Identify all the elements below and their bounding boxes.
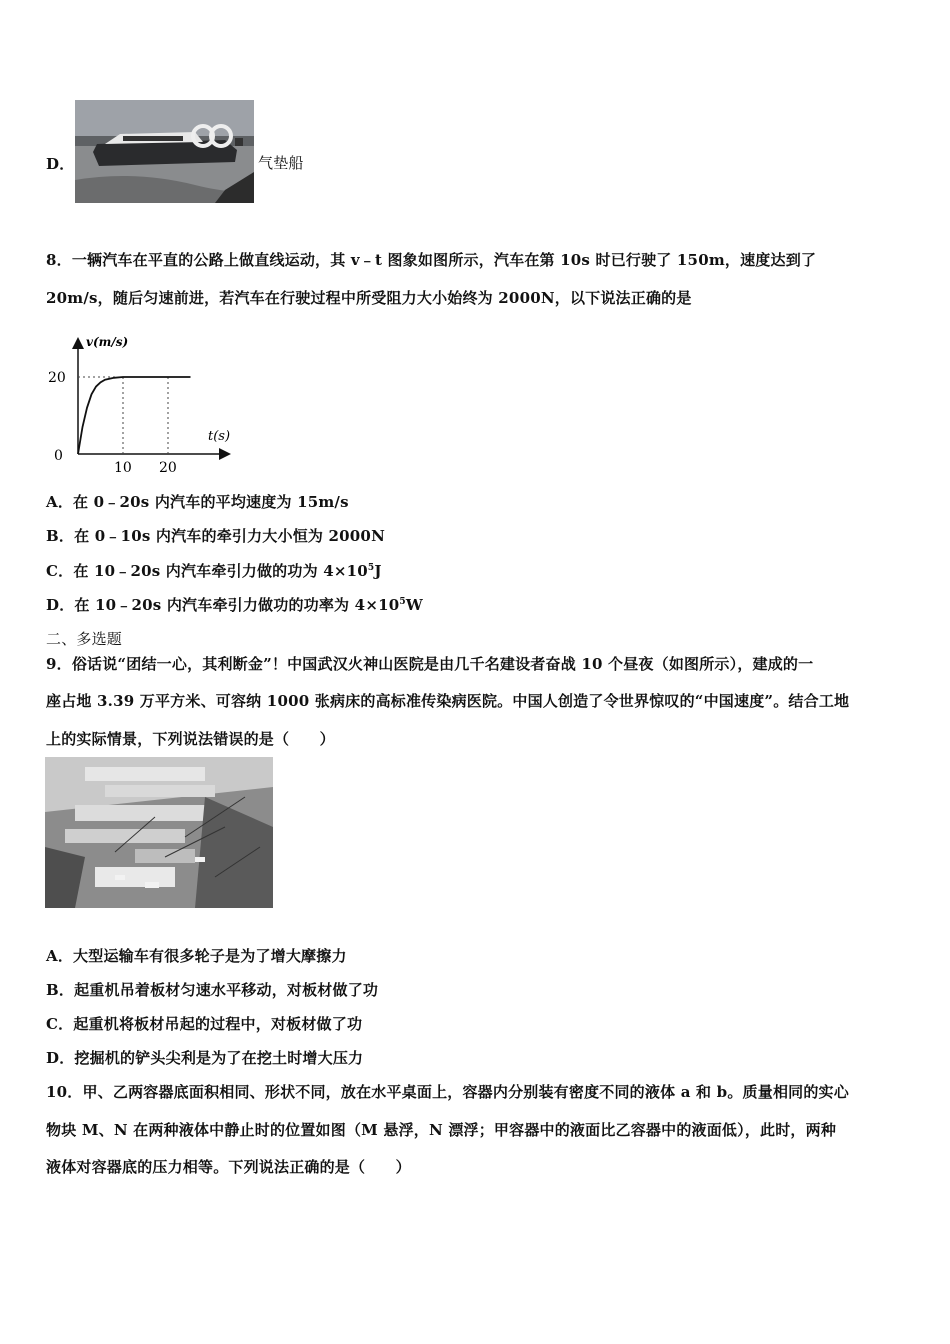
q8-option-d-unit: W	[405, 596, 423, 614]
vt-curve	[78, 377, 191, 454]
q9-stem-line1: 9．俗话说“团结一心，其利断金”！中国武汉火神山医院是由几千名建设者奋战 10 个昼夜（如图所示），建成的一	[46, 655, 814, 673]
x-tick-label-20: 20	[159, 460, 177, 476]
q8-stem-line2: 20m/s，随后匀速前进，若汽车在行驶过程中所受阻力大小始终为 2000N，以下说法正确的是	[46, 289, 692, 307]
q8-option-a	[46, 491, 349, 512]
q7-option-d-label: D．	[46, 155, 75, 173]
q9-option-d	[46, 1047, 363, 1068]
hovercraft-illustration	[75, 100, 254, 203]
q8-option-b	[46, 525, 385, 546]
vt-chart	[40, 330, 250, 480]
q8-option-d-label: D．	[46, 596, 75, 614]
q9-stem-line2: 座占地 3.39 万平方米、可容纳 1000 张病床的高标准传染病医院。中国人创造了令世界惊叹的“中国速度”。结合工地	[46, 692, 850, 710]
q10-stem-line3: 液体对容器底的压力相等。下列说法正确的是（ ）	[46, 1158, 411, 1176]
q9-option-b-label: B．	[46, 981, 75, 999]
q9-option-a	[46, 945, 347, 966]
q9-option-d-label: D．	[46, 1049, 75, 1067]
section-title: 二、多选题	[46, 630, 123, 648]
q8-option-a-text: 在 0﹣20s 内汽车的平均速度为 15m/s	[73, 493, 349, 511]
q7-option-d-caption: 气垫船	[258, 154, 304, 172]
q9-option-b-text: 起重机吊着板材匀速水平移动，对板材做了功	[74, 981, 379, 999]
q8-option-c-exponent: 5	[367, 563, 375, 573]
q9-option-c-label: C．	[46, 1015, 74, 1033]
q9-stem-line3: 上的实际情景，下列说法错误的是（ ）	[46, 730, 335, 748]
x-tick-label-10: 10	[114, 460, 132, 476]
q10-stem-line1: 10．甲、乙两容器底面积相同、形状不同，放在水平桌面上，容器内分别装有密度不同的液体 a 和 b。质量相同的实心	[46, 1083, 849, 1101]
construction-site-illustration	[45, 757, 273, 908]
q8-option-c	[46, 560, 382, 581]
q8-option-d-exponent: 5	[399, 597, 406, 607]
origin-label: 0	[54, 448, 63, 464]
q8-stem-line1: 8．一辆汽车在平直的公路上做直线运动，其 v﹣t 图象如图所示，汽车在第 10s 时已行驶了 150m，速度达到了	[46, 251, 817, 269]
q8-option-c-unit: J	[374, 562, 382, 580]
q9-option-a-label: A．	[46, 947, 74, 965]
q10-stem-line2: 物块 M、N 在两种液体中静止时的位置如图（M 悬浮，N 漂浮；甲容器中的液面比乙容器中的液面低），此时，两种	[46, 1121, 837, 1139]
construction-site-photo	[45, 757, 273, 908]
q8-option-b-label: B．	[46, 527, 75, 545]
q9-option-a-text: 大型运输车有很多轮子是为了增大摩擦力	[73, 947, 347, 965]
q9-option-c-text: 起重机将板材吊起的过程中，对板材做了功	[73, 1015, 363, 1033]
q8-option-a-label: A．	[46, 493, 74, 511]
x-axis-label: t(s)	[208, 429, 231, 444]
q8-option-d	[46, 594, 423, 615]
q8-option-d-text: 在 10﹣20s 内汽车牵引力做功的功率为 4×10	[74, 596, 400, 614]
q8-option-c-label: C．	[46, 562, 74, 580]
q9-option-b	[46, 979, 378, 1000]
q8-option-b-text: 在 0﹣10s 内汽车的牵引力大小恒为 2000N	[74, 527, 385, 545]
q8-option-c-text: 在 10﹣20s 内汽车牵引力做的功为 4×10	[73, 562, 368, 580]
q9-option-c	[46, 1013, 362, 1034]
hovercraft-photo	[75, 100, 254, 203]
q9-option-d-text: 挖掘机的铲头尖利是为了在挖土时增大压力	[74, 1049, 364, 1067]
y-tick-label-20: 20	[48, 370, 66, 386]
y-axis-label: v(m/s)	[86, 335, 129, 349]
